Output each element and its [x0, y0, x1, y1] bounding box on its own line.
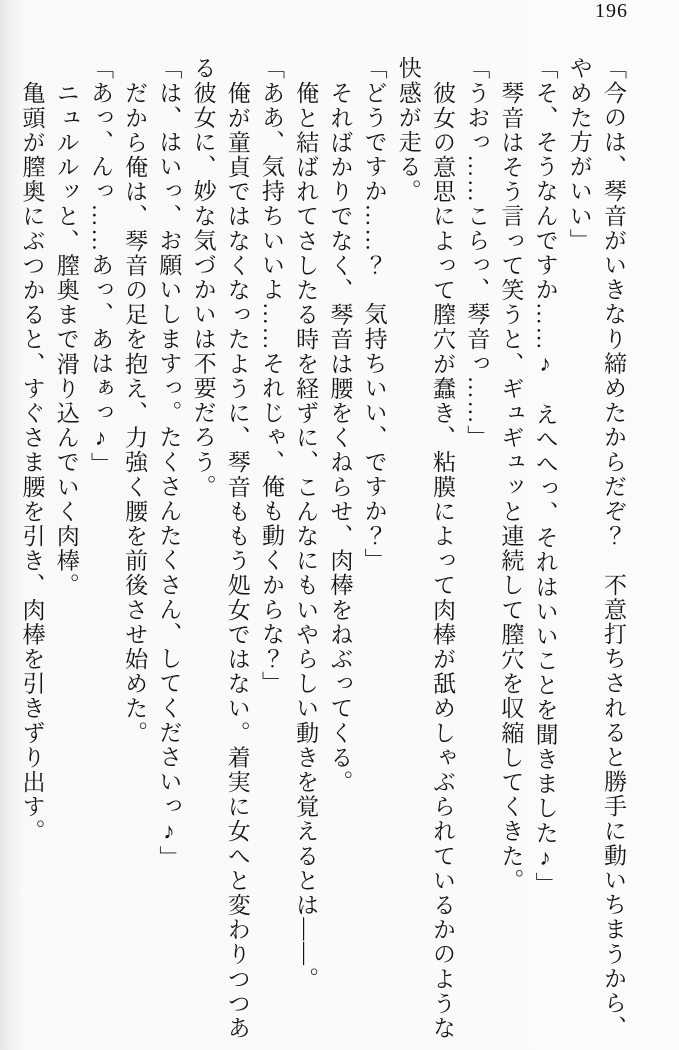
text-line: 亀頭が膣奥にぶつかると、すぐさま腰を引き、肉棒を引きずり出す。 [19, 80, 45, 844]
text-line: ニュルルッと、膣奥まで滑り込んでいく肉棒。 [53, 80, 79, 598]
text-line: 「ああ、気持ちいいよ……それじゃ、俺も動くからな？」 [258, 56, 284, 696]
text-line: だから俺は、琴音の足を抱え、力強く腰を前後させ始めた。 [122, 80, 148, 745]
text-line: 「今のは、琴音がいきなり締めたからだぞ？ 不意打ちされると勝手に動いちまうから、 [601, 56, 626, 1040]
text-line: 「あっ、んっ……あっ、あはぁっ♪」 [87, 56, 113, 477]
text-line: 俺と結ばれてさしたる時を経ずに、こんなにもいやらしい動きを覚えるとは――。 [293, 80, 319, 991]
text-line: そればかりでなく、琴音は腰をくねらせ、肉棒をねぶってくる。 [327, 80, 353, 794]
text-line: 琴音はそう言って笑うと、ギュギュッと連続して膣穴を収縮してくきた。 [498, 80, 524, 893]
text-line: 「は、はいっ、お願いしますっ。たくさんたくさん、してくださいっ♪」 [156, 56, 182, 870]
text-line: 「うおっ……こらっ、琴音っ……」 [464, 56, 490, 450]
text-line: 「そ、そうなんですか……♪ えへへっ、それはいいことを聞きました♪」 [532, 56, 558, 897]
text-line: る彼女に、妙な気づかいは不要だろう。 [190, 56, 216, 499]
text-line: やめた方がいい」 [566, 56, 592, 253]
text-line: 快感が走る。 [395, 56, 421, 204]
text-line: 俺が童貞ではなくなったように、琴音ももう処女ではない。着実に女へと変わりつつあ [224, 80, 250, 1040]
text-line: 彼女の意思によって膣穴が蠢き、粘膜によって肉棒が舐めしゃぶられているかのような [429, 80, 455, 1040]
text-line: 「どうですか……？ 気持ちいい、ですか？」 [361, 56, 387, 573]
page-number: 196 [595, 0, 628, 22]
body-text [14, 56, 630, 1044]
